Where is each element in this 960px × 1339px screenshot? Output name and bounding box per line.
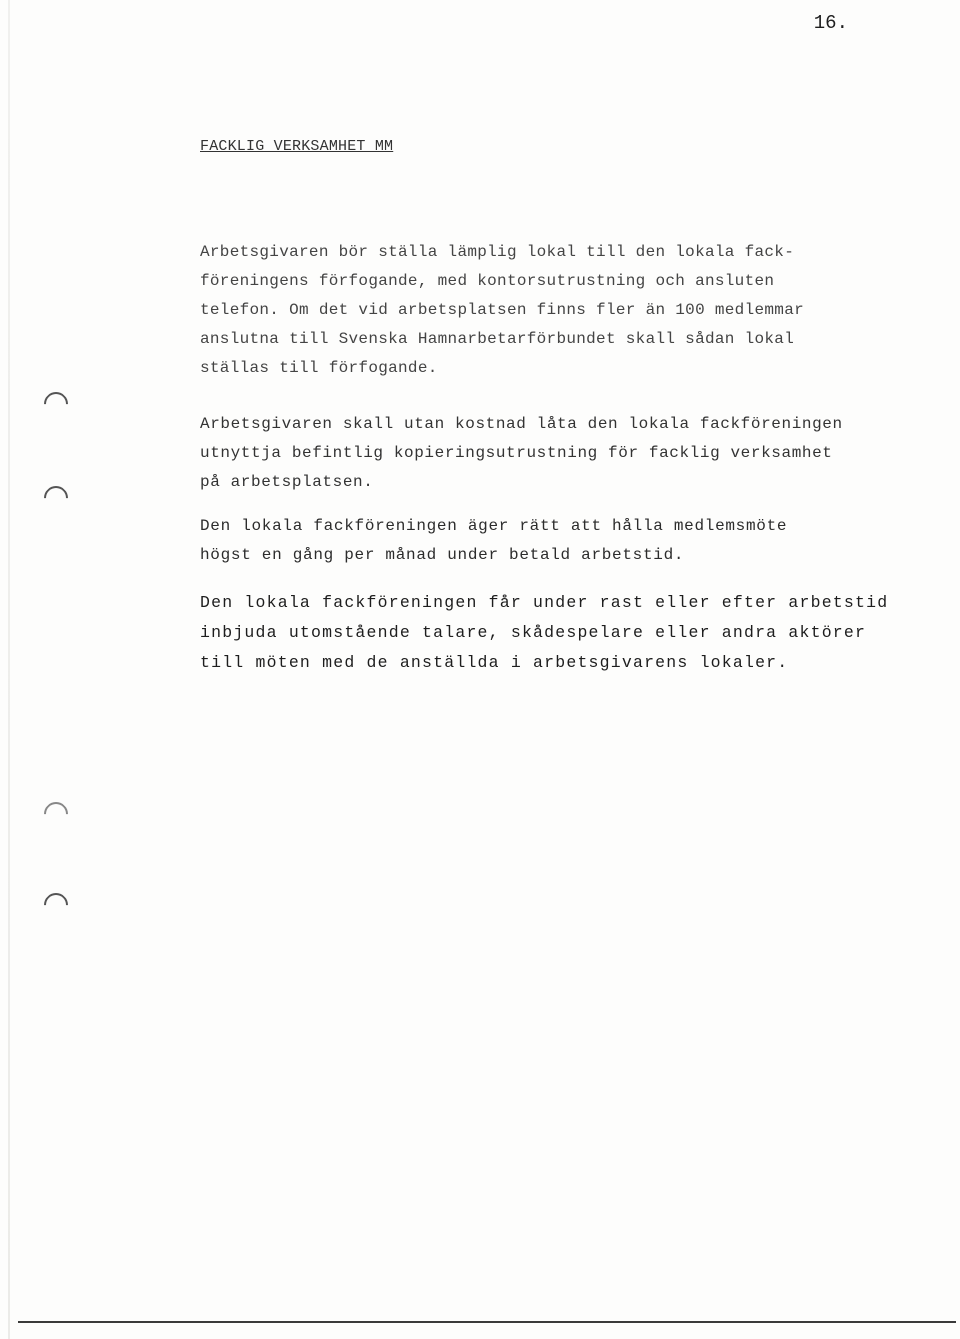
- paragraph-line: utnyttja befintlig kopieringsutrustning för facklig verksamhet: [200, 444, 833, 462]
- paragraph-member-meetings: [200, 512, 880, 570]
- paragraph-copying-equipment: [200, 410, 880, 497]
- paragraph-line: på arbetsplatsen.: [200, 473, 374, 491]
- paragraph-line: Den lokala fackföreningen får under rast eller efter arbetstid: [200, 593, 889, 612]
- punch-hole-mark: [39, 888, 73, 922]
- bottom-edge-line: [18, 1321, 956, 1323]
- paragraph-local-premises: [200, 238, 880, 383]
- punch-hole-mark: [39, 797, 73, 831]
- page-number: 16.: [813, 12, 848, 34]
- paragraph-line: till möten med de anställda i arbetsgivarens lokaler.: [200, 653, 789, 672]
- paragraph-line: högst en gång per månad under betald arbetstid.: [200, 546, 685, 564]
- punch-hole-mark: [39, 387, 73, 421]
- section-heading: FACKLIG VERKSAMHET MM: [200, 138, 394, 155]
- paragraph-line: Den lokala fackföreningen äger rätt att hålla medlemsmöte: [200, 517, 788, 535]
- paragraph-line: föreningens förfogande, med kontorsutrustning och ansluten: [200, 272, 775, 290]
- paragraph-guest-speakers: [200, 588, 889, 678]
- paragraph-line: anslutna till Svenska Hamnarbetarförbundet skall sådan lokal: [200, 330, 795, 348]
- paragraph-line: Arbetsgivaren skall utan kostnad låta den lokala fackföreningen: [200, 415, 843, 433]
- paragraph-line: telefon. Om det vid arbetsplatsen finns fler än 100 medlemmar: [200, 301, 804, 319]
- paragraph-line: Arbetsgivaren bör ställa lämplig lokal till den lokala fack-: [200, 243, 795, 261]
- paragraph-line: ställas till förfogande.: [200, 359, 438, 377]
- punch-hole-mark: [39, 481, 73, 515]
- paragraph-line: inbjuda utomstående talare, skådespelare eller andra aktörer: [200, 623, 867, 642]
- page-edge-shadow: [8, 0, 10, 1339]
